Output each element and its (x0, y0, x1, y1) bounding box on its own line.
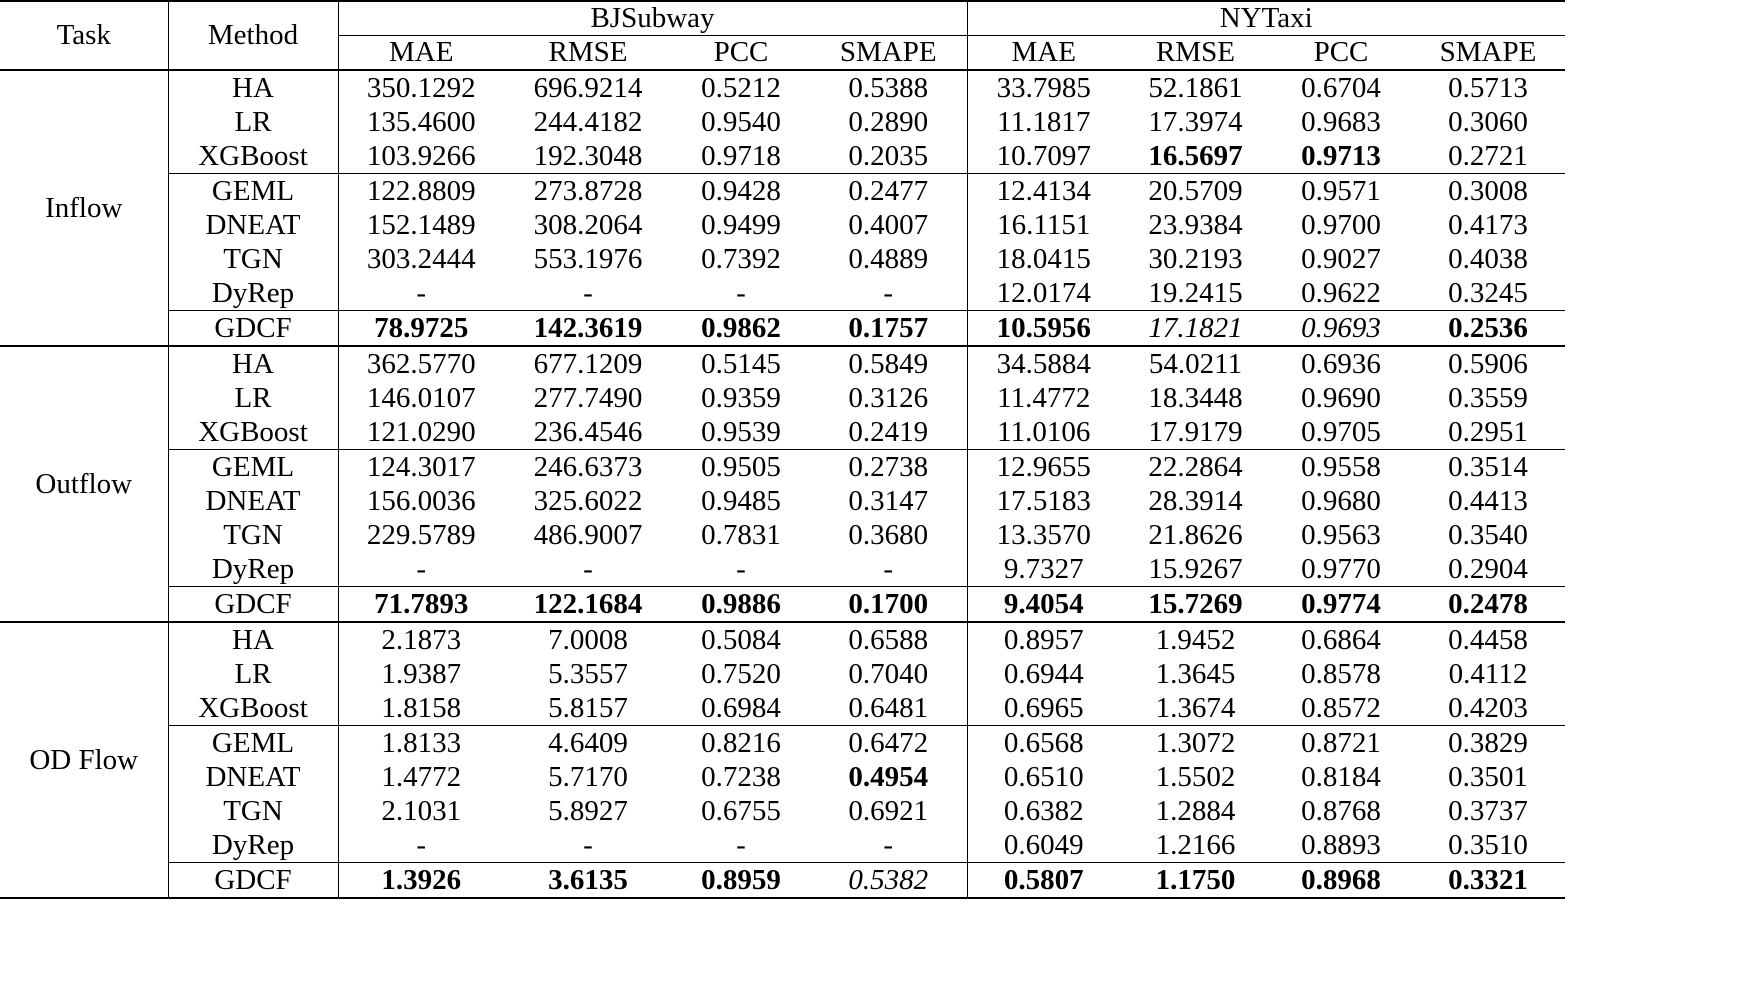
metric-value: 4.6409 (504, 726, 672, 761)
metric-value: 0.4173 (1448, 208, 1528, 241)
metric-value: 0.6481 (810, 691, 967, 726)
metric-value: 0.4458 (1411, 622, 1565, 657)
metric-value: 17.3974 (1148, 105, 1243, 138)
metric-value: 2.1873 (338, 622, 504, 657)
table-row (0, 381, 1565, 415)
metric-value: 22.2864 (1120, 450, 1271, 485)
metric-value: 0.9499 (701, 208, 781, 241)
metric-value: 244.4182 (533, 105, 643, 138)
metric-value: 0.9693 (1271, 311, 1411, 347)
method-name: LR (168, 105, 338, 139)
metric-value: 0.8968 (1271, 863, 1411, 899)
header-metric-mae: MAE (967, 36, 1120, 71)
metric-value: 5.8927 (548, 794, 628, 827)
metric-value: 0.4413 (1448, 484, 1528, 517)
metric-value: 1.5502 (1155, 760, 1236, 793)
metric-value: 17.5183 (996, 484, 1091, 517)
header-dataset-bjsubway: BJSubway (338, 1, 967, 36)
header-task: Task (0, 1, 168, 70)
metric-value: 121.0290 (366, 415, 476, 448)
metric-value: 13.3570 (996, 518, 1091, 551)
metric-value: 0.5388 (810, 70, 967, 105)
metric-value: 0.9540 (701, 105, 781, 138)
metric-value: 0.2951 (1448, 415, 1528, 448)
metric-value: 103.9266 (366, 139, 476, 172)
metric-value: 246.6373 (504, 450, 672, 485)
table-row (0, 415, 1565, 450)
metric-value: 1.2884 (1155, 794, 1236, 827)
metric-value: 1.2166 (1155, 828, 1236, 861)
metric-value: 0.5807 (967, 863, 1120, 899)
metric-value: 54.0211 (1120, 346, 1271, 381)
metric-value: 9.7327 (1003, 552, 1084, 585)
header-metric-pcc: PCC (1271, 36, 1411, 71)
metric-value: 124.3017 (338, 450, 504, 485)
metric-value: 0.6921 (810, 794, 967, 828)
metric-value: 0.9505 (672, 450, 810, 485)
method-name: GDCF (168, 587, 338, 623)
header-metric-smape: SMAPE (1411, 36, 1565, 71)
header-metric-rmse: RMSE (1120, 36, 1271, 71)
table-row (0, 552, 1565, 587)
metric-value: 142.3619 (504, 311, 672, 347)
metric-value: 277.7490 (533, 381, 643, 414)
metric-value: 21.8626 (1148, 518, 1243, 551)
table-row (0, 105, 1565, 139)
metric-value: 17.9179 (1148, 415, 1243, 448)
metric-value: 0.3245 (1448, 276, 1528, 309)
metric-value: 1.3072 (1120, 726, 1271, 761)
method-name: LR (168, 657, 338, 691)
table-row (0, 276, 1565, 311)
metric-value: 20.5709 (1120, 174, 1271, 209)
metric-value: 0.6944 (1003, 657, 1084, 690)
metric-value: 0.5212 (701, 71, 781, 104)
metric-value: 0.6864 (1271, 622, 1411, 657)
table-row (0, 726, 1565, 761)
metric-value: 0.7392 (701, 242, 781, 275)
metric-value: 229.5789 (366, 518, 476, 551)
metric-value: 0.2536 (1411, 311, 1565, 347)
metric-value: 16.5697 (1148, 139, 1243, 172)
metric-value: 122.1684 (504, 587, 672, 623)
method-name: XGBoost (168, 691, 338, 726)
metric-value: - (416, 276, 427, 309)
metric-value: 0.5382 (810, 863, 967, 899)
metric-value: 0.9558 (1271, 450, 1411, 485)
metric-value: 303.2444 (366, 242, 476, 275)
metric-value: 0.3510 (1448, 828, 1528, 861)
metric-value: 0.9622 (1301, 276, 1381, 309)
metric-value: 78.9725 (338, 311, 504, 347)
metric-value: 7.0008 (504, 622, 672, 657)
table-row (0, 70, 1565, 105)
table-row (0, 208, 1565, 242)
metric-value: 0.4889 (810, 242, 967, 276)
method-name: GDCF (168, 863, 338, 899)
metric-value: 18.3448 (1148, 381, 1243, 414)
metric-value: 0.2035 (810, 139, 967, 174)
metric-value: 0.9886 (672, 587, 810, 623)
metric-value: 0.8959 (672, 863, 810, 899)
metric-value: 0.9571 (1271, 174, 1411, 209)
metric-value: 0.8768 (1301, 794, 1381, 827)
header-metric-pcc: PCC (672, 36, 810, 71)
method-name: DNEAT (168, 208, 338, 242)
metric-value: - (583, 552, 593, 585)
metric-value: - (810, 552, 967, 587)
metric-value: 350.1292 (366, 71, 476, 104)
metric-value: 0.3829 (1411, 726, 1565, 761)
metric-value: 0.9700 (1301, 208, 1381, 241)
metric-value: 0.6984 (701, 691, 781, 724)
metric-value: 0.3321 (1411, 863, 1565, 899)
metric-value: 0.6510 (1003, 760, 1084, 793)
metric-value: 5.8157 (548, 691, 628, 724)
task-label: Inflow (0, 70, 168, 346)
table-row (0, 828, 1565, 863)
metric-value: - (416, 552, 427, 585)
method-name: GDCF (168, 311, 338, 347)
metric-value: 192.3048 (533, 139, 643, 172)
metric-value: 0.3147 (810, 484, 967, 518)
metric-value: 0.2904 (1448, 552, 1528, 585)
metric-value: 156.0036 (366, 484, 476, 517)
metric-value: 0.6755 (701, 794, 781, 827)
metric-value: 9.4054 (967, 587, 1120, 623)
method-name: TGN (168, 518, 338, 552)
metric-value: 3.6135 (504, 863, 672, 899)
metric-value: 0.9539 (701, 415, 781, 448)
metric-value: 0.8893 (1301, 828, 1381, 861)
metric-value: 0.9359 (701, 381, 781, 414)
metric-value: 0.2419 (810, 415, 967, 450)
table-row (0, 450, 1565, 485)
metric-value: 30.2193 (1148, 242, 1243, 275)
task-label: Outflow (0, 346, 168, 622)
metric-value: - (416, 828, 427, 861)
table-row (0, 587, 1565, 623)
metric-value: 0.5849 (810, 346, 967, 381)
metric-value: 152.1489 (366, 208, 476, 241)
metric-value: - (810, 276, 967, 311)
metric-value: 0.3126 (810, 381, 967, 415)
metric-value: 0.9485 (701, 484, 781, 517)
method-name: DyRep (168, 828, 338, 863)
metric-value: 0.5084 (672, 622, 810, 657)
metric-value: 0.4112 (1448, 657, 1528, 690)
method-name: DNEAT (168, 484, 338, 518)
metric-value: 273.8728 (504, 174, 672, 209)
table-row (0, 311, 1565, 347)
metric-value: 12.4134 (967, 174, 1120, 209)
metric-value: 0.6965 (1003, 691, 1084, 724)
table-row (0, 484, 1565, 518)
metric-value: 15.7269 (1120, 587, 1271, 623)
metric-value: 0.7040 (810, 657, 967, 691)
metric-value: 0.3737 (1448, 794, 1528, 827)
metric-value: 52.1861 (1148, 71, 1243, 104)
metric-value: 0.2721 (1448, 139, 1528, 172)
metric-value: 236.4546 (533, 415, 643, 448)
metric-value: 0.6382 (1003, 794, 1084, 827)
table-row (0, 622, 1565, 657)
metric-value: 1.3926 (338, 863, 504, 899)
metric-value: 2.1031 (381, 794, 462, 827)
method-name: GEML (168, 450, 338, 485)
table-row (0, 346, 1565, 381)
method-name: HA (168, 622, 338, 657)
metric-value: 0.4038 (1448, 242, 1528, 275)
metric-value: 10.5956 (967, 311, 1120, 347)
metric-value: 0.7520 (701, 657, 781, 690)
metric-value: 71.7893 (338, 587, 504, 623)
metric-value: 0.4007 (810, 208, 967, 242)
metric-value: 0.2477 (810, 174, 967, 209)
table-row (0, 691, 1565, 726)
metric-value: 0.4203 (1448, 691, 1528, 724)
metric-value: 0.2478 (1411, 587, 1565, 623)
metric-value: 325.6022 (533, 484, 643, 517)
metric-value: 0.9718 (701, 139, 781, 172)
metric-value: 308.2064 (533, 208, 643, 241)
method-name: XGBoost (168, 415, 338, 450)
metric-value: 0.6704 (1301, 71, 1381, 104)
metric-value: 19.2415 (1148, 276, 1243, 309)
metric-value: 0.5145 (672, 346, 810, 381)
method-name: GEML (168, 174, 338, 209)
metric-value: - (736, 828, 746, 861)
metric-value: 1.1750 (1120, 863, 1271, 899)
header-metric-mae: MAE (338, 36, 504, 71)
metric-value: 1.9452 (1120, 622, 1271, 657)
metric-value: - (736, 552, 746, 585)
metric-value: - (583, 828, 593, 861)
metric-value: 0.9683 (1301, 105, 1381, 138)
metric-value: 33.7985 (996, 71, 1091, 104)
metric-value: 0.6568 (967, 726, 1120, 761)
method-name: HA (168, 70, 338, 105)
table-row (0, 242, 1565, 276)
metric-value: 486.9007 (533, 518, 643, 551)
header-metric-smape: SMAPE (810, 36, 967, 71)
method-name: TGN (168, 242, 338, 276)
metric-value: 1.8133 (338, 726, 504, 761)
metric-value: 0.9705 (1301, 415, 1381, 448)
metric-value: 0.3008 (1411, 174, 1565, 209)
metric-value: 1.3645 (1155, 657, 1236, 690)
metric-value: 0.6936 (1271, 346, 1411, 381)
metric-value: 12.9655 (967, 450, 1120, 485)
metric-value: 0.6049 (1003, 828, 1084, 861)
table-row (0, 760, 1565, 794)
metric-value: - (736, 276, 746, 309)
metric-value: 17.1821 (1120, 311, 1271, 347)
metric-value: 135.4600 (366, 105, 476, 138)
metric-value: 11.1817 (997, 105, 1091, 138)
metric-value: 0.3680 (810, 518, 967, 552)
metric-value: 0.4954 (810, 760, 967, 794)
metric-value: 0.2890 (810, 105, 967, 139)
metric-value: 146.0107 (366, 381, 476, 414)
table-row (0, 139, 1565, 174)
metric-value: 0.3060 (1448, 105, 1528, 138)
metric-value: 362.5770 (338, 346, 504, 381)
metric-value: 677.1209 (504, 346, 672, 381)
metric-value: 0.8957 (967, 622, 1120, 657)
table-row (0, 863, 1565, 899)
metric-value: 0.9774 (1271, 587, 1411, 623)
table-row (0, 657, 1565, 691)
metric-value: 0.8572 (1301, 691, 1381, 724)
method-name: DNEAT (168, 760, 338, 794)
metric-value: 16.1151 (997, 208, 1091, 241)
method-name: HA (168, 346, 338, 381)
metric-value: 0.2738 (810, 450, 967, 485)
metric-value: 1.3674 (1155, 691, 1236, 724)
table-row (0, 794, 1565, 828)
metric-value: 122.8809 (338, 174, 504, 209)
metric-value: 1.9387 (381, 657, 462, 690)
metric-value: 0.3514 (1411, 450, 1565, 485)
metric-value: 0.1700 (810, 587, 967, 623)
metric-value: 0.9680 (1301, 484, 1381, 517)
metric-value: 28.3914 (1148, 484, 1243, 517)
metric-value: 1.8158 (381, 691, 462, 724)
method-name: XGBoost (168, 139, 338, 174)
method-name: TGN (168, 794, 338, 828)
metric-value: 0.3540 (1448, 518, 1528, 551)
metric-value: - (810, 828, 967, 863)
table-row (0, 174, 1565, 209)
table-row (0, 518, 1565, 552)
method-name: DyRep (168, 276, 338, 311)
metric-value: 0.7831 (701, 518, 781, 551)
metric-value: 0.5713 (1448, 71, 1528, 104)
metric-value: 34.5884 (967, 346, 1120, 381)
metric-value: 23.9384 (1148, 208, 1243, 241)
table-body (0, 70, 1565, 898)
metric-value: 18.0415 (996, 242, 1091, 275)
metric-value: 0.6472 (810, 726, 967, 761)
metric-value: 0.8578 (1301, 657, 1381, 690)
metric-value: 15.9267 (1148, 552, 1243, 585)
metric-value: 0.9563 (1301, 518, 1381, 551)
metric-value: 0.6588 (810, 622, 967, 657)
metric-value: 12.0174 (996, 276, 1091, 309)
header-dataset-nytaxi: NYTaxi (967, 1, 1565, 36)
metric-value: 5.7170 (548, 760, 628, 793)
header-metric-rmse: RMSE (504, 36, 672, 71)
task-label: OD Flow (0, 622, 168, 898)
metric-value: 0.9690 (1301, 381, 1381, 414)
metric-value: 0.8216 (672, 726, 810, 761)
metric-value: 11.0106 (997, 415, 1091, 448)
metric-value: 5.3557 (548, 657, 628, 690)
method-name: GEML (168, 726, 338, 761)
metric-value: 0.3501 (1448, 760, 1528, 793)
metric-value: 0.8184 (1301, 760, 1381, 793)
metric-value: 0.8721 (1271, 726, 1411, 761)
metric-value: - (583, 276, 593, 309)
metric-value: 0.5906 (1411, 346, 1565, 381)
method-name: DyRep (168, 552, 338, 587)
metric-value: 0.9428 (672, 174, 810, 209)
metric-value: 0.9770 (1301, 552, 1381, 585)
metric-value: 696.9214 (533, 71, 643, 104)
metric-value: 553.1976 (533, 242, 643, 275)
metric-value: 10.7097 (996, 139, 1091, 172)
header-method: Method (168, 1, 338, 70)
metric-value: 0.7238 (701, 760, 781, 793)
method-name: LR (168, 381, 338, 415)
metric-value: 0.9862 (672, 311, 810, 347)
metric-value: 0.1757 (810, 311, 967, 347)
metric-value: 11.4772 (997, 381, 1091, 414)
metric-value: 0.9713 (1301, 139, 1381, 172)
metric-value: 1.4772 (381, 760, 462, 793)
metric-value: 0.9027 (1301, 242, 1381, 275)
metric-value: 0.3559 (1448, 381, 1528, 414)
